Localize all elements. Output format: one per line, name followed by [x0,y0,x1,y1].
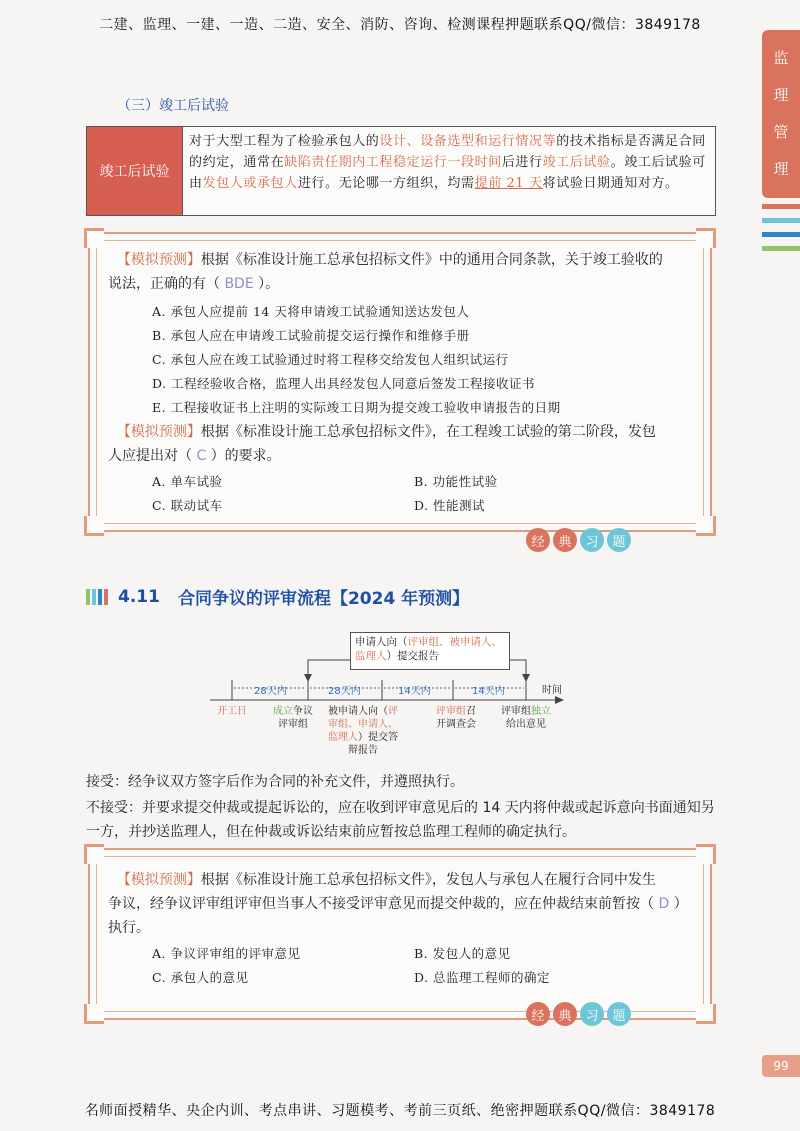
definition-text: 对于大型工程为了检验承包人的设计、设备选型和运行情况等的技术指标是否满足合同的约定，通常在缺陷责任期内工程稳定运行一段时间后进行竣工后试验。竣工后试验可由发包人或承包人进行。无论哪一方组织，均需提前 21 天将试验日期通知对方。 [189,134,706,191]
section-title: 4.11 合同争议的评审流程【2024 年预测】 [86,584,469,609]
option: B. 承包人应在申请竣工试验前提交运行操作和维修手册 [152,328,470,343]
side-tab-char: 理 [773,160,789,178]
side-chapter-tab [762,30,800,198]
side-tab-char: 理 [773,86,789,104]
option: A. 承包人应提前 14 天将申请竣工试验通知送达发包人 [152,304,470,319]
option: D. 性能测试 [414,498,486,513]
accept-paragraph: 接受：经争议双方签字后作为合同的补充文件，并遵照执行。 [86,774,464,790]
answer: C [192,448,211,464]
answer: BDE [220,276,259,292]
side-tab-char: 管 [773,123,789,141]
submit-report-box: 申请人向（评审组、被申请人、监理人）提交报告 [350,632,510,670]
top-banner: 二建、监理、一建、一造、二造、安全、消防、咨询、检测课程押题联系QQ/微信：3849178 [99,17,701,33]
classic-exercise-badge: 经 典 习 题 [526,1002,631,1026]
page-number: 99 [762,1055,800,1077]
option: C. 联动试车 [152,498,223,513]
question-1: 【模拟预测】根据《标准设计施工总承包招标文件》中的通用合同条款，关于竣工验收的 说法，正确的有（ BDE ）。 [108,252,663,292]
subsection-title: （三）竣工后试验 [117,98,229,114]
side-tab-char: 监 [773,49,789,67]
node-opinion: 评审组独立给出意见 [501,706,551,730]
answer: D [654,896,674,912]
segment-label: 14天内 [398,686,431,697]
node-defense-report: 被申请人向（评审组、申请人、监理人）提交答辩报告 [328,706,398,756]
segment-label: 28天内 [254,686,287,697]
option: B. 功能性试验 [414,474,498,489]
option: E. 工程接收证书上注明的实际竣工日期为提交竣工验收申请报告的日期 [152,400,561,415]
option: D. 工程经验收合格，监理人出具经发包人同意后签发工程接收证书 [152,376,536,391]
review-flowchart [210,630,570,756]
option: D. 总监理工程师的确定 [414,970,551,985]
question-2: 【模拟预测】根据《标准设计施工总承包招标文件》，在工程竣工试验的第二阶段，发包 人应提出对（ C ）的要求。 [108,424,656,464]
section-bars-icon [86,589,108,605]
reject-paragraph: 不接受：并要求提交仲裁或提起诉讼的，应在收到评审意见后的 14 天内将仲裁或起诉意向书面通知另一方，并抄送监理人，但在仲裁或诉讼结束前应暂按总监理工程师的确定执行。 [86,800,715,840]
option: C. 承包人应在竣工试验通过时将工程移交给发包人组织试运行 [152,352,509,367]
bottom-banner: 名师面授精华、央企内训、考点串讲、习题模考、考前三页纸、绝密押题联系QQ/微信：3849178 [84,1103,716,1119]
option: B. 发包人的意见 [414,946,511,961]
option: A. 争议评审组的评审意见 [152,946,301,961]
segment-label: 28天内 [328,686,361,697]
node-form-panel: 成立争议评审组 [273,706,313,730]
node-investigation: 评审组召开调查会 [436,706,476,730]
node-start-date: 开工日 [217,706,247,717]
time-axis-label: 时间 [542,685,562,696]
classic-exercise-badge: 经 典 习 题 [526,528,631,552]
option: A. 单车试验 [152,474,223,489]
side-stripes [762,204,800,260]
definition-box [86,126,716,216]
definition-label: 竣工后试验 [87,127,183,215]
option: C. 承包人的意见 [152,970,249,985]
question-3: 【模拟预测】根据《标准设计施工总承包招标文件》，发包人与承包人在履行合同中发生 争议，经争议评审组评审但当事人不接受评审意见而提交仲裁的，应在仲裁结束前暂按（ D ） 执行。 [108,872,688,936]
segment-label: 14天内 [472,686,505,697]
